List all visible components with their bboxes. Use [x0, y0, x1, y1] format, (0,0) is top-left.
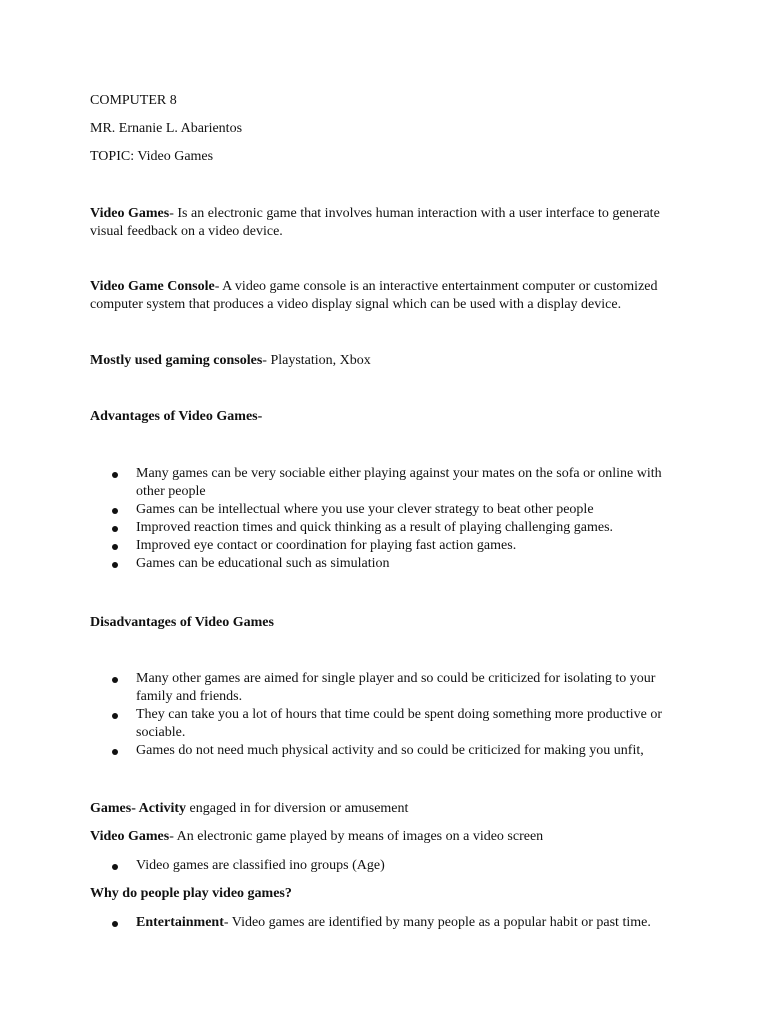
- video-games-term-2: Video Games: [90, 829, 170, 844]
- mostly-used-text: - Playstation, Xbox: [262, 353, 371, 368]
- list-item: They can take you a lot of hours that time could be spent doing something more productive or sociable.: [90, 706, 668, 742]
- bullet-icon: [112, 544, 118, 550]
- why-list: [90, 914, 668, 932]
- bullet-icon: [112, 472, 118, 478]
- list-item: Improved reaction times and quick thinking as a result of playing challenging games.: [90, 519, 668, 537]
- games-definition: [90, 800, 668, 818]
- bullet-icon: [112, 713, 118, 719]
- teacher-line: MR. Ernanie L. Abarientos: [90, 121, 243, 136]
- mostly-used-term: Mostly used gaming consoles: [90, 353, 263, 368]
- list-item: Many games can be very sociable either playing against your mates on the sofa or online with other people: [90, 465, 668, 501]
- games-text: engaged in for diversion or amusement: [186, 801, 409, 816]
- bullet-icon: [112, 562, 118, 568]
- console-term: Video Game Console: [90, 279, 215, 294]
- games-term: Games- Activity: [90, 801, 187, 816]
- bullet-icon: [112, 864, 118, 870]
- console-text: - A video game console is an interactive entertainment computer or customized computer system that produces a video display signal which can be used with a display device.: [90, 279, 658, 312]
- list-item: Video games are classified ino groups (Age): [90, 857, 668, 875]
- bullet-icon: [112, 921, 118, 927]
- why-heading: Why do people play video games?: [90, 886, 292, 901]
- list-item: Entertainment- Video games are identified by many people as a popular habit or past time.: [90, 914, 668, 932]
- list-item: Games can be educational such as simulation: [90, 555, 668, 573]
- video-games-term: Video Games: [90, 206, 170, 221]
- video-games-definition: [90, 205, 668, 241]
- advantages-heading: Advantages of Video Games-: [90, 409, 263, 424]
- bullet-icon: [112, 749, 118, 755]
- video-games-definition-2: [90, 828, 668, 846]
- video-games-text-2: - An electronic game played by means of images on a video screen: [169, 829, 544, 844]
- mostly-used-line: [90, 352, 668, 370]
- advantages-list: [90, 465, 668, 573]
- list-item: Many other games are aimed for single player and so could be criticized for isolating to your family and friends.: [90, 670, 668, 706]
- course-line: COMPUTER 8: [90, 93, 177, 108]
- list-item: Games can be intellectual where you use your clever strategy to beat other people: [90, 501, 668, 519]
- topic-line: TOPIC: Video Games: [90, 149, 214, 164]
- disadvantages-heading: Disadvantages of Video Games: [90, 615, 274, 630]
- console-definition: [90, 278, 668, 314]
- list-item: Improved eye contact or coordination for playing fast action games.: [90, 537, 668, 555]
- video-games-text: - Is an electronic game that involves human interaction with a user interface to generate visual feedback on a video device.: [90, 206, 660, 239]
- bullet-icon: [112, 677, 118, 683]
- list-item: Games do not need much physical activity and so could be criticized for making you unfit,: [90, 742, 668, 760]
- bullet-icon: [112, 508, 118, 514]
- video-games-list: [90, 857, 668, 875]
- disadvantages-list: [90, 670, 668, 760]
- bullet-icon: [112, 526, 118, 532]
